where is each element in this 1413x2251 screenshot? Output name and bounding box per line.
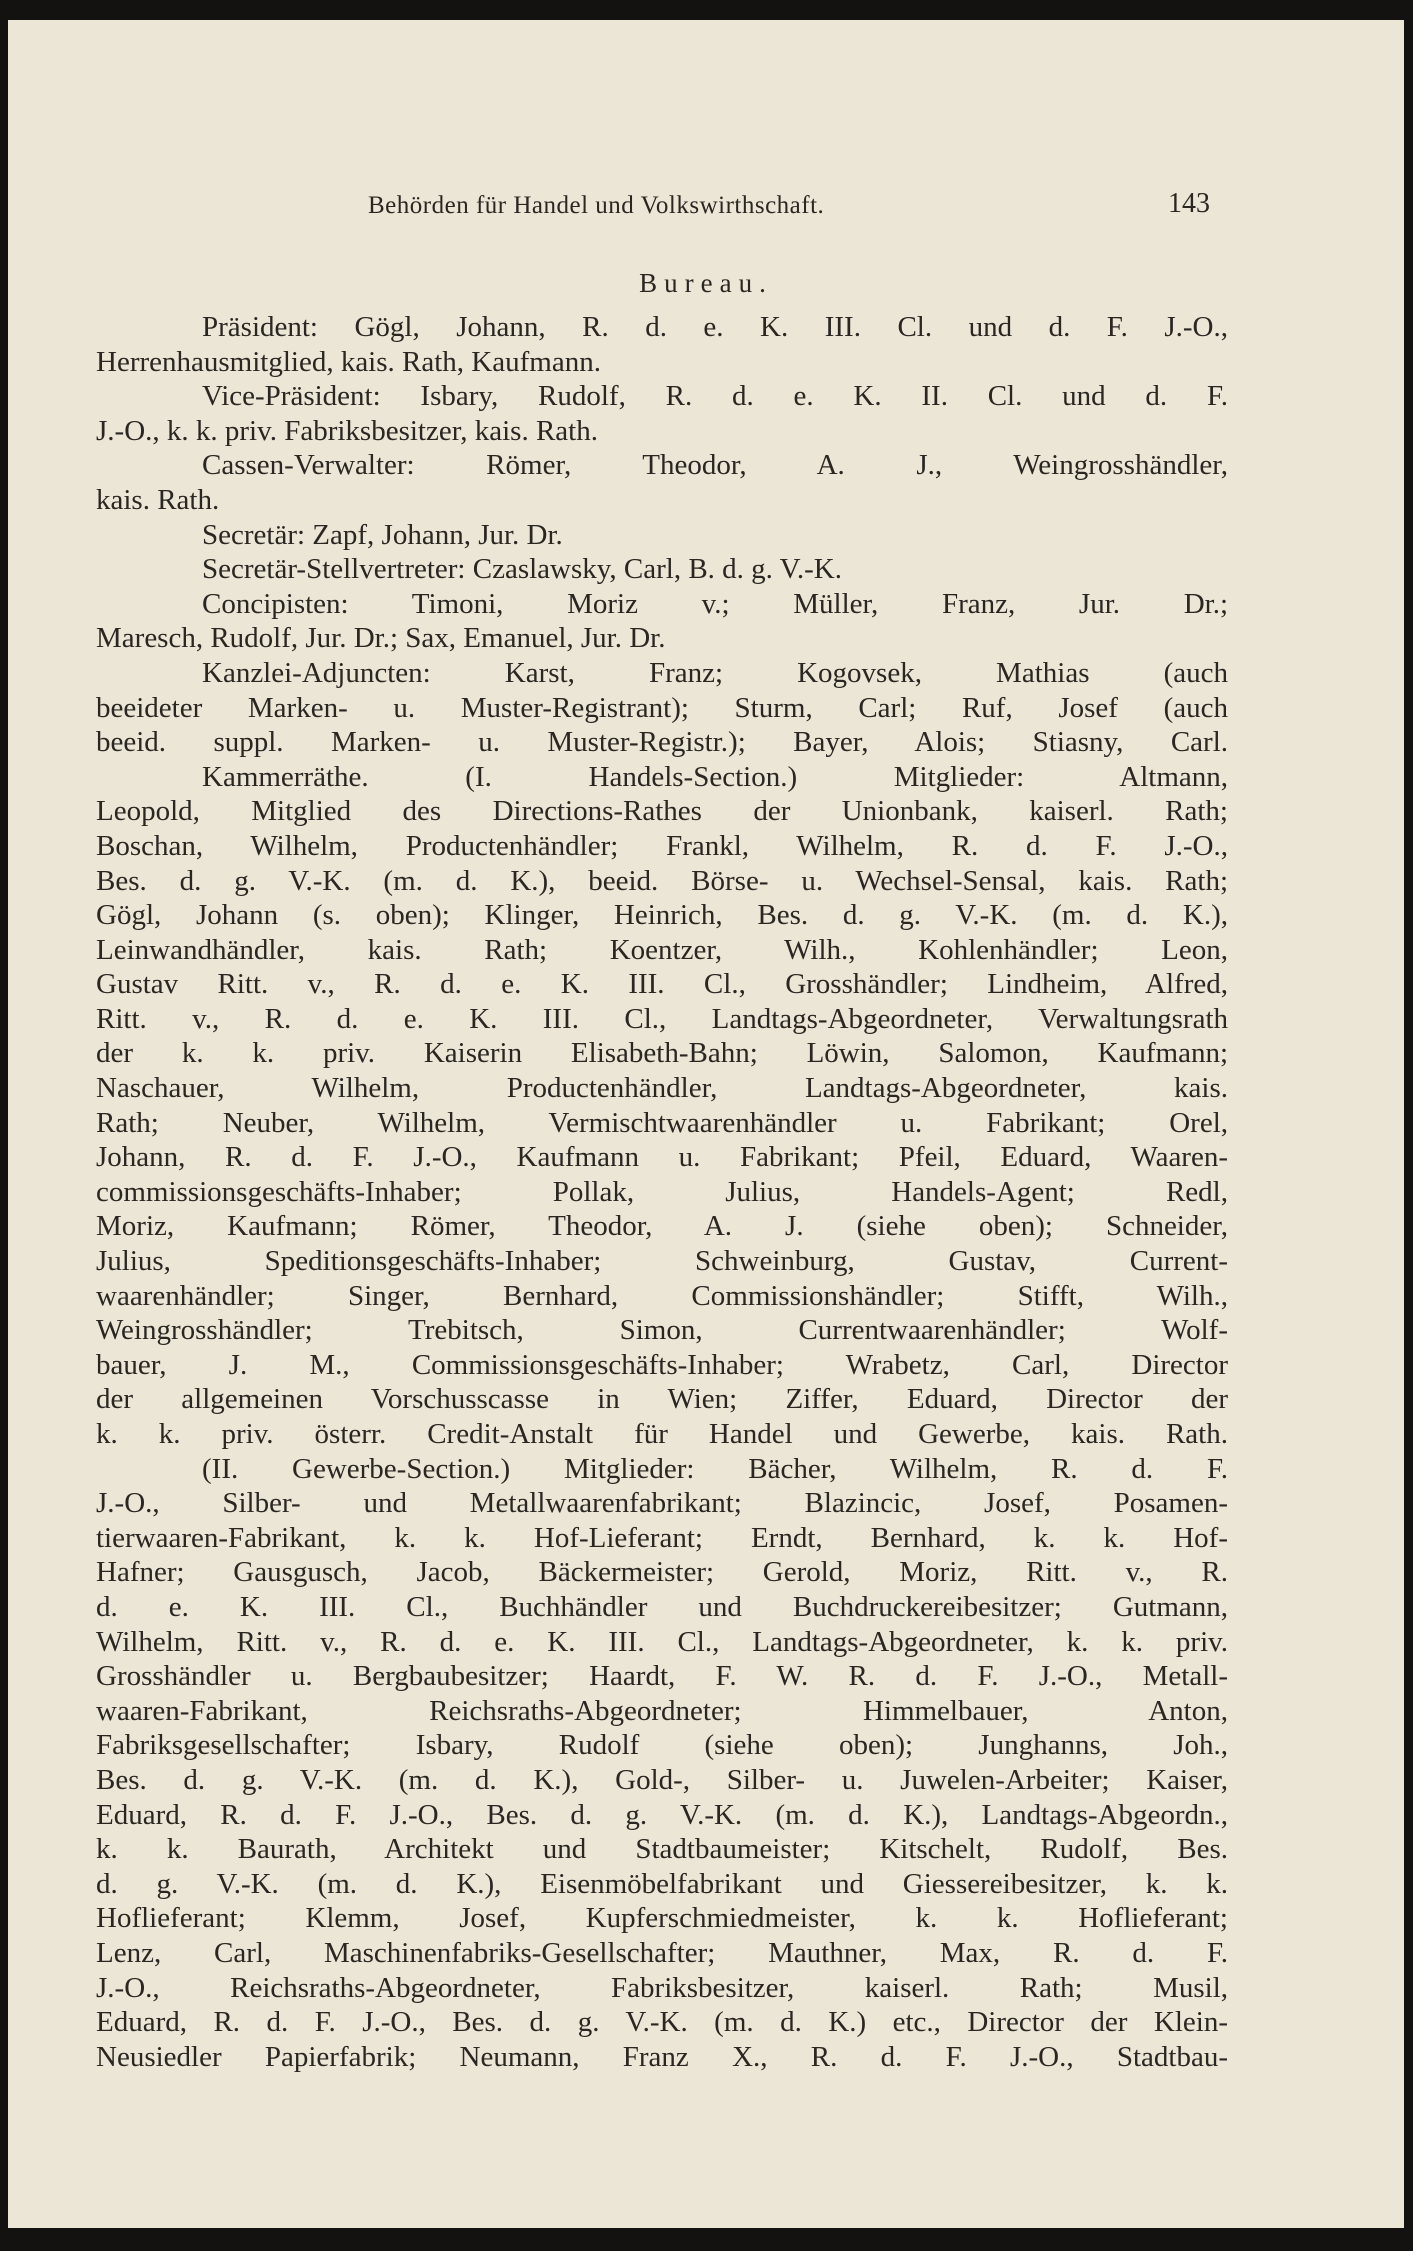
text-line: Maresch, Rudolf, Jur. Dr.; Sax, Emanuel, Jur. Dr. [96,622,666,655]
text-line: Grosshändler u. Bergbaubesitzer; Haardt, F. W. R. d. F. J.-O., Metall- [96,1660,1228,1693]
text-line: tierwaaren-Fabrikant, k. k. Hof-Lieferant; Erndt, Bernhard, k. k. Hof- [96,1521,1228,1554]
text-line: Boschan, Wilhelm, Productenhändler; Frankl, Wilhelm, R. d. F. J.-O., [96,829,1228,862]
text-line: beeid. suppl. Marken- u. Muster-Registr.); Bayer, Alois; Stiasny, Carl. [96,726,1228,759]
text-line: Herrenhausmitglied, kais. Rath, Kaufmann. [96,345,601,378]
text-line: der allgemeinen Vorschusscasse in Wien; Ziffer, Eduard, Director der [96,1383,1228,1416]
section-heading: Bureau. [639,268,773,298]
text-line: Neusiedler Papierfabrik; Neumann, Franz X., R. d. F. J.-O., Stadtbau- [96,2040,1228,2073]
text-line: J.-O., Silber- und Metallwaarenfabrikant; Blazincic, Josef, Posamen- [96,1487,1228,1520]
text-line: beeideter Marken- u. Muster-Registrant); Sturm, Carl; Ruf, Josef (auch [96,691,1228,724]
text-line: Gögl, Johann (s. oben); Klinger, Heinrich, Bes. d. g. V.-K. (m. d. K.), [96,899,1228,932]
text-line: Fabriksgesellschafter; Isbary, Rudolf (siehe oben); Junghanns, Joh., [96,1729,1228,1762]
text-line: Kanzlei-Adjuncten: Karst, Franz; Kogovsek, Mathias (auch [202,656,1228,689]
running-title: Behörden für Handel und Volkswirthschaft. [368,192,825,219]
text-line: Naschauer, Wilhelm, Productenhändler, Landtags-Abgeordneter, kais. [96,1072,1228,1105]
text-line: kais. Rath. [96,483,220,516]
text-line: Hafner; Gausgusch, Jacob, Bäckermeister; Gerold, Moriz, Ritt. v., R. [96,1556,1228,1589]
text-line: Bes. d. g. V.-K. (m. d. K.), Gold-, Silber- u. Juwelen-Arbeiter; Kaiser, [96,1763,1228,1796]
text-line: commissionsgeschäfts-Inhaber; Pollak, Julius, Handels-Agent; Redl, [96,1175,1228,1208]
text-line: Weingrosshändler; Trebitsch, Simon, Currentwaarenhändler; Wolf- [96,1314,1228,1347]
text-line: J.-O., k. k. priv. Fabriksbesitzer, kais. Rath. [96,414,598,447]
text-line: Moriz, Kaufmann; Römer, Theodor, A. J. (siehe oben); Schneider, [96,1210,1228,1243]
text-line: Julius, Speditionsgeschäfts-Inhaber; Schweinburg, Gustav, Current- [96,1245,1228,1278]
text-line: Secretär: Zapf, Johann, Jur. Dr. [202,518,563,551]
text-line: waarenhändler; Singer, Bernhard, Commissionshändler; Stifft, Wilh., [96,1279,1228,1312]
text-line: Bes. d. g. V.-K. (m. d. K.), beeid. Börse- u. Wechsel-Sensal, kais. Rath; [96,864,1228,897]
text-line: Leinwandhändler, kais. Rath; Koentzer, Wilh., Kohlenhändler; Leon, [96,933,1228,966]
text-line: Leopold, Mitglied des Directions-Rathes der Unionbank, kaiserl. Rath; [96,795,1228,828]
text-line: J.-O., Reichsraths-Abgeordneter, Fabriksbesitzer, kaiserl. Rath; Musil, [96,1971,1228,2004]
book-page [8,20,1404,2228]
text-line: Johann, R. d. F. J.-O., Kaufmann u. Fabrikant; Pfeil, Eduard, Waaren- [96,1141,1228,1174]
text-line: d. e. K. III. Cl., Buchhändler und Buchdruckereibesitzer; Gutmann, [96,1590,1228,1623]
text-line: Cassen-Verwalter: Römer, Theodor, A. J., Weingrosshändler, [202,449,1228,482]
text-line: (II. Gewerbe-Section.) Mitglieder: Bächer, Wilhelm, R. d. F. [202,1452,1228,1485]
text-line: Kammerräthe. (I. Handels-Section.) Mitglieder: Altmann, [202,760,1228,793]
text-line: Eduard, R. d. F. J.-O., Bes. d. g. V.-K. (m. d. K.), Landtags-Abgeordn., [96,1798,1228,1831]
text-line: Ritt. v., R. d. e. K. III. Cl., Landtags-Abgeordneter, Verwaltungsrath [96,1002,1228,1035]
text-line: der k. k. priv. Kaiserin Elisabeth-Bahn; Löwin, Salomon, Kaufmann; [96,1037,1228,1070]
page-header [8,188,1404,232]
text-line: waaren-Fabrikant, Reichsraths-Abgeordneter; Himmelbauer, Anton, [96,1694,1228,1727]
text-line: d. g. V.-K. (m. d. K.), Eisenmöbelfabrikant und Giessereibesitzer, k. k. [96,1867,1228,1900]
text-line: Hoflieferant; Klemm, Josef, Kupferschmiedmeister, k. k. Hoflieferant; [96,1902,1228,1935]
text-line: Vice-Präsident: Isbary, Rudolf, R. d. e. K. II. Cl. und d. F. [202,380,1228,413]
text-line: k. k. priv. österr. Credit-Anstalt für Handel und Gewerbe, kais. Rath. [96,1418,1228,1450]
text-line: Concipisten: Timoni, Moriz v.; Müller, Franz, Jur. Dr.; [202,587,1228,620]
text-line: Lenz, Carl, Maschinenfabriks-Gesellschafter; Mauthner, Max, R. d. F. [96,1936,1228,1969]
text-line: Rath; Neuber, Wilhelm, Vermischtwaarenhändler u. Fabrikant; Orel, [96,1106,1228,1139]
text-line: Eduard, R. d. F. J.-O., Bes. d. g. V.-K. (m. d. K.) etc., Director der Klein- [96,2006,1228,2039]
text-line: Secretär-Stellvertreter: Czaslawsky, Carl, B. d. g. V.-K. [202,553,842,586]
text-line: bauer, J. M., Commissionsgeschäfts-Inhaber; Wrabetz, Carl, Director [96,1348,1228,1381]
text-line: Wilhelm, Ritt. v., R. d. e. K. III. Cl., Landtags-Abgeordneter, k. k. priv. [96,1625,1228,1658]
body-text [96,310,1228,2074]
text-line: k. k. Baurath, Architekt und Stadtbaumeister; Kitschelt, Rudolf, Bes. [96,1833,1228,1866]
text-line: Gustav Ritt. v., R. d. e. K. III. Cl., Grosshändler; Lindheim, Alfred, [96,968,1228,1001]
page-number: 143 [1168,188,1210,219]
text-line: Präsident: Gögl, Johann, R. d. e. K. III. Cl. und d. F. J.-O., [202,311,1228,343]
